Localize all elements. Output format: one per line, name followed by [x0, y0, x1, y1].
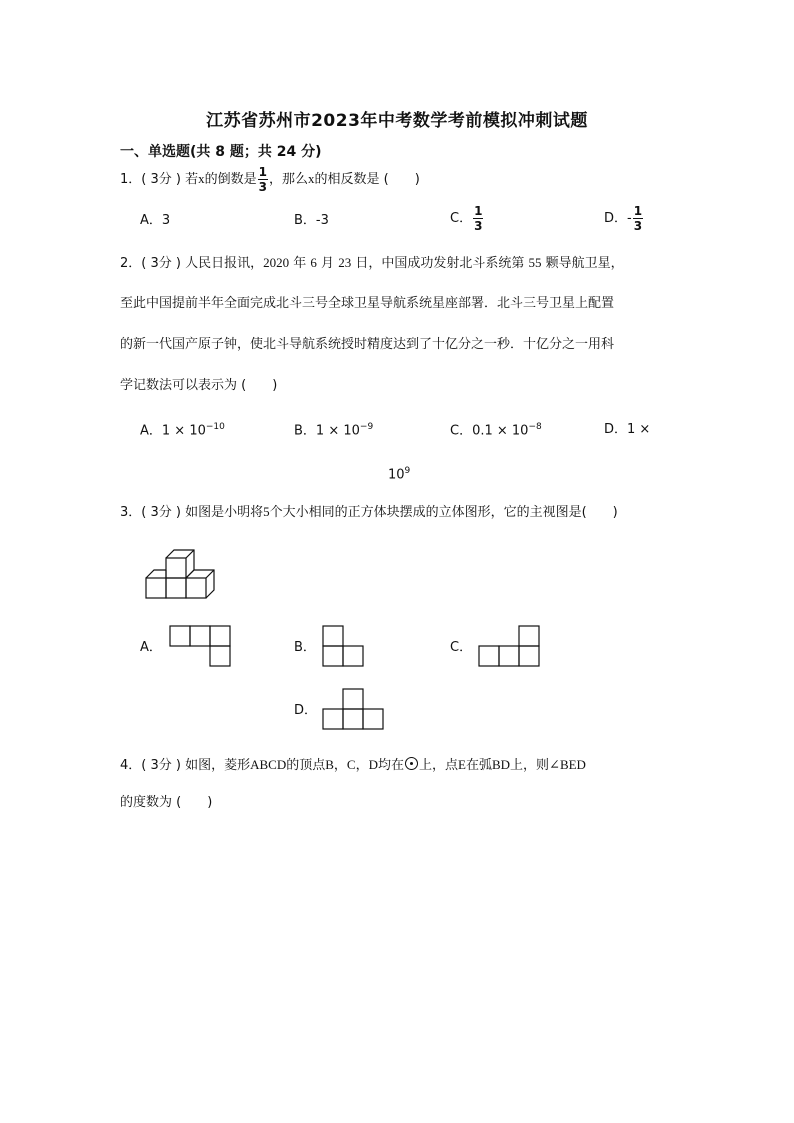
q2-month: 6 [310, 255, 317, 270]
question-2-line-2: 至此中国提前半年全面完成北斗三号全球卫星导航系统星座部署．北斗三号卫星上配置 [120, 296, 615, 311]
circle-dot-icon [405, 757, 418, 770]
cube-left-top [146, 570, 166, 578]
q2-option-c[interactable] [450, 423, 542, 437]
q2-option-b-exp: −9 [359, 422, 374, 432]
q1-option-c-label: C． [450, 211, 473, 226]
q3-option-a-figure[interactable] [170, 626, 232, 668]
option-b-square-3 [343, 646, 363, 666]
q1-frac-num: 1 [258, 165, 267, 179]
q4-point-e: E [458, 757, 466, 772]
q1-option-c-frac [473, 205, 483, 232]
q3-option-d[interactable]: D． [294, 703, 318, 718]
q1-frac-den: 3 [258, 180, 267, 194]
q2-text-c: 月 [321, 256, 335, 271]
cube-top-edge [186, 550, 194, 558]
cube-middle-front [166, 578, 186, 598]
q1-prefix: 1．( 3分 ) 若 [120, 172, 199, 187]
question-2-line-4: 学记数法可以表示为 ( ) [120, 378, 278, 393]
question-4-line-1 [120, 757, 586, 772]
q2-option-d-wrap-base: 10 [388, 467, 405, 483]
q4-text-e: 在弧 [465, 758, 492, 773]
option-d-square-3 [343, 709, 363, 729]
option-d-square-2 [323, 709, 343, 729]
option-c-square-3 [499, 646, 519, 666]
option-d-square-4 [363, 709, 383, 729]
question-3 [120, 505, 618, 519]
q4-text-f: 上，则 [510, 758, 550, 773]
q1-option-a[interactable]: A．3 [140, 213, 171, 228]
q3-option-c-figure[interactable] [479, 626, 541, 668]
option-b-square-2 [323, 646, 343, 666]
q2-option-c-label: C． [450, 423, 473, 439]
cube-right-front [186, 578, 206, 598]
q4-text-d: 上，点 [418, 758, 458, 773]
q1-option-d-num: 1 [633, 204, 643, 218]
q3-cube-figure [140, 545, 220, 607]
q3-text-a: 3．( 3分 ) 如图是小明将 [120, 505, 264, 520]
q4-text-b: 的顶点 [286, 758, 326, 773]
option-c-square-1 [519, 626, 539, 646]
q3-option-b-figure[interactable] [323, 626, 367, 668]
q3-option-c[interactable]: C． [450, 640, 473, 655]
option-a-square-3 [210, 626, 230, 646]
option-b-square-1 [323, 626, 343, 646]
q2-option-d-wrap-exp: 9 [404, 466, 411, 476]
question-2-line-3: 的新一代国产原子钟，使北斗导航系统授时精度达到了十亿分之一秒．十亿分之一用科 [120, 337, 615, 352]
q2-text-d: 日，中国成功发射北斗系统第 [355, 256, 525, 271]
q1-mid: 的倒数是 [204, 172, 257, 187]
cube-right-edge [206, 570, 214, 578]
option-a-square-2 [190, 626, 210, 646]
q1-option-b[interactable]: B．-3 [294, 213, 329, 228]
q2-option-a[interactable] [140, 423, 225, 437]
q1-var-x2: x [307, 171, 315, 186]
q3-text-b: 个大小相同的正方体块摆成的立体图形，它的主视图是( ) [269, 505, 618, 520]
q2-number: 55 [528, 255, 542, 270]
q2-option-d[interactable] [604, 423, 650, 436]
option-a-square-4 [210, 646, 230, 666]
q3-option-b[interactable]: B． [294, 640, 316, 655]
q1-suffix-a: ，那么 [268, 172, 308, 187]
q2-option-c-base: 0.1 × 10 [472, 423, 529, 439]
q2-option-b-label: B． [294, 423, 316, 439]
q4-shape: ABCD [250, 757, 287, 772]
option-c-square-2 [479, 646, 499, 666]
q1-option-c-num: 1 [474, 204, 483, 218]
q2-option-d-label: D． [604, 422, 628, 437]
q1-option-d-label: D．- [604, 211, 632, 226]
question-1 [120, 166, 420, 193]
q3-option-d-figure[interactable] [323, 689, 385, 731]
q4-text-a: 4．( 3分 ) 如图，菱形 [120, 758, 251, 773]
q2-option-a-exp: −10 [205, 422, 225, 432]
q2-text-b: 年 [293, 256, 307, 271]
section-heading: 一、单选题(共 8 题；共 24 分) [120, 144, 322, 160]
q2-text-e: 颗导航卫星， [545, 256, 624, 271]
option-c-square-4 [519, 646, 539, 666]
q4-points: B，C，D [325, 757, 378, 772]
q2-option-d-base: 1 × [627, 422, 651, 437]
option-a-square-1 [170, 626, 190, 646]
q2-option-b[interactable] [294, 423, 373, 437]
q4-angle: ∠BED [549, 757, 586, 772]
q4-arc: BD [491, 757, 511, 772]
q4-text-c: 均在 [377, 758, 404, 773]
q1-option-d-frac [633, 205, 643, 232]
q1-var-x: x [198, 171, 205, 186]
question-4-line-2: 的度数为 ( ) [120, 795, 213, 810]
option-d-square-1 [343, 689, 363, 709]
q1-fraction [258, 166, 268, 193]
q1-option-d-den: 3 [633, 219, 643, 233]
q2-option-a-base: 1 × 10 [161, 423, 206, 439]
q2-year: 2020 [263, 255, 290, 270]
q2-option-d-wrap [388, 467, 410, 481]
q1-option-d[interactable] [604, 205, 644, 232]
q3-count: 5 [263, 504, 270, 519]
q1-suffix-b: 的相反数是 ( ) [314, 172, 420, 187]
q2-day: 23 [338, 255, 352, 270]
cube-top-front [166, 558, 186, 578]
question-2-line-1 [120, 256, 624, 270]
q3-option-a[interactable]: A． [140, 640, 162, 655]
q1-option-c[interactable] [450, 205, 484, 232]
q2-text-a: 2．( 3分 ) 人民日报讯， [120, 256, 264, 271]
q2-option-b-base: 1 × 10 [315, 423, 360, 439]
cube-left-front [146, 578, 166, 598]
q1-option-c-den: 3 [474, 219, 483, 233]
q2-option-c-exp: −8 [528, 422, 542, 432]
q2-option-a-label: A． [140, 423, 162, 439]
page-title: 江苏省苏州市2023年中考数学考前模拟冲刺试题 [206, 111, 588, 131]
